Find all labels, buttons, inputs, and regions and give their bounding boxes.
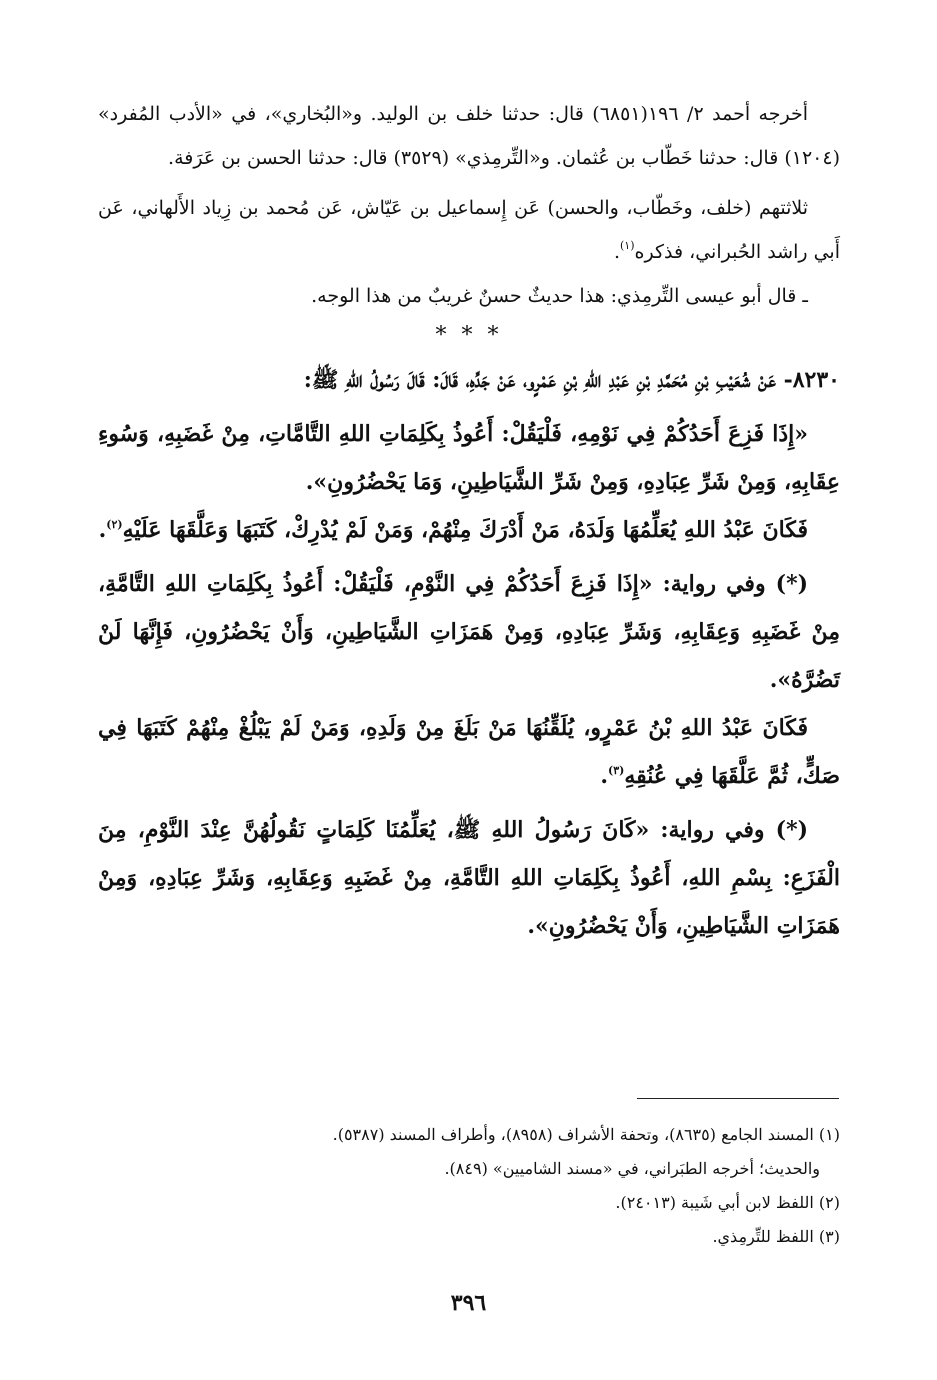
takhrij-section (98, 92, 840, 318)
punctuation: . (98, 517, 107, 543)
hadith-isnad: ٨٢٣٠- عَنْ شُعَيْبِ بْنِ مُحَمَّدِ بْنِ عَبْدِ اللهِ بْنِ عَمْرٍو، عَنْ جَدِّهِ، قَالَ: قَالَ رَسُولُ اللهِ ﷺ: (303, 367, 840, 393)
footnote-2: (٢) اللفظ لابن أبي شَيبة (٢٤٠١٣). (615, 1193, 840, 1212)
footnote-1-continued: والحديث؛ أخرجه الطبَراني، في «مسند الشاميين» (٨٤٩). (444, 1159, 820, 1178)
hadith-8230 (98, 356, 840, 950)
page-number: ٣٩٦ (450, 1290, 487, 1316)
footnote-3: (٣) اللفظ للتِّرمِذي. (712, 1227, 840, 1246)
riwaya-1: (*) وفي رواية: «إِذَا فَزِعَ أَحَدُكُمْ فِي النَّوْمِ، فَلْيَقُلْ: أَعُوذُ بِكَلِمَاتِ اللهِ التَّامَّةِ، مِنْ غَضَبِهِ وَعِقَابِهِ، وَشَرِّ عِبَادِهِ، وَمِنْ هَمَزَاتِ الشَّيَاطِينِ، وَأَنْ يَحْضُرُونِ، فَإِنَّهَا لَنْ تَضُرَّهُ». (98, 571, 840, 693)
punctuation: . (613, 241, 620, 263)
riwaya-2: (*) وفي رواية: «كَانَ رَسُولُ اللهِ ﷺ، يُعَلِّمُنَا كَلِمَاتٍ نَقُولُهُنَّ عِنْدَ النَّوْمِ، مِنَ الْفَزَعِ: بِسْمِ اللهِ، أَعُوذُ بِكَلِمَاتِ اللهِ التَّامَّةِ، مِنْ غَضَبِهِ وَعِقَابِهِ، وَشَرِّ عِبَادِهِ، وَمِنْ هَمَزَاتِ الشَّيَاطِينِ، وَأَنْ يَحْضُرُونِ». (98, 817, 840, 939)
footnote-divider (637, 1098, 839, 1099)
punctuation: . (600, 763, 608, 789)
riwaya-1-note (98, 704, 840, 800)
footnote-ref-3[interactable]: (٣) (607, 764, 625, 777)
footnote-ref-2[interactable]: (٢) (106, 518, 123, 531)
hadith-matn: «إِذَا فَزِعَ أَحَدُكُمْ فِي نَوْمِهِ، فَلْيَقُلْ: أَعُوذُ بِكَلِمَاتِ اللهِ التَّامَّاتِ، مِنْ غَضَبِهِ، وَسُوءِ عِقَابِهِ، وَمِنْ شَرِّ عِبَادِهِ، وَمِنْ شَرِّ الشَّيَاطِينِ، وَمَا يَحْضُرُونِ». (98, 421, 840, 495)
footnote-ref-1[interactable]: (١) (619, 239, 635, 252)
isnad-text: ثلاثتهم (خلف، وخَطّاب، والحسن) عَن إِسماعيل بن عَيّاش، عَن مُحمد بن زِياد الأَلهاني، عَن أَبي راشد الحُبراني، فذكره (98, 197, 840, 263)
footnotes (98, 1118, 840, 1254)
tirmidhi-comment: ـ قال أبو عيسى التِّرمِذي: هذا حديثٌ حسنٌ غريبٌ من هذا الوجه. (311, 285, 808, 307)
takhrij-paragraph: أخرجه أحمد ٢/ ١٩٦(٦٨٥١) قال: حدثنا خلف بن الوليد. و«البُخاري»، في «الأدب المُفرد» (١٢٠٤) قال: حدثنا خَطّاب بن عُثمان. و«التِّرمِذي» (٣٥٢٩) قال: حدثنا الحسن بن عَرَفة. (98, 103, 840, 169)
hadith-note (98, 506, 840, 554)
riwaya-1-note-text: فَكَانَ عَبْدُ اللهِ بْنُ عَمْرٍو، يُلَقِّنُهَا مَنْ بَلَغَ مِنْ وَلَدِهِ، وَمَنْ لَمْ يَبْلُغْ مِنْهُمْ كَتَبَهَا فِي صَكٍّ، ثُمَّ عَلَّقَهَا فِي عُنُقِهِ (98, 715, 840, 789)
isnad-paragraph (98, 186, 840, 274)
hadith-note-text: فَكَانَ عَبْدُ اللهِ يُعَلِّمُهَا وَلَدَهُ، مَنْ أَدْرَكَ مِنْهُمْ، وَمَنْ لَمْ يُدْرِكْ، كَتَبَهَا وَعَلَّقَهَا عَلَيْهِ (122, 517, 808, 543)
section-separator: * * * (435, 323, 503, 348)
footnote-1: (١) المسند الجامع (٨٦٣٥)، وتحفة الأشراف (٨٩٥٨)، وأطراف المسند (٥٣٨٧). (332, 1125, 840, 1144)
